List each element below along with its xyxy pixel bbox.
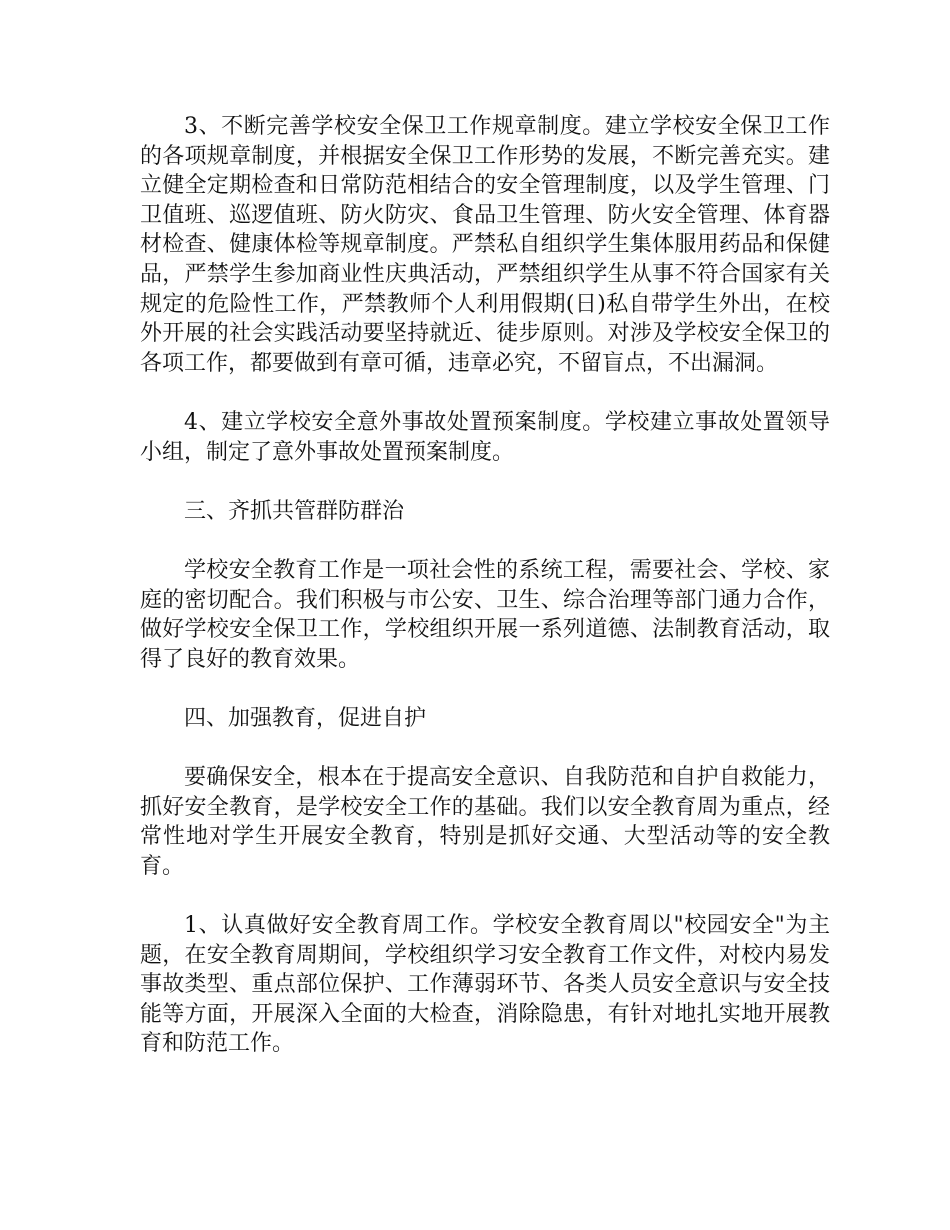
section-heading-joint-management: 三、齐抓共管群防群治 [184, 498, 405, 524]
paragraph-social-cooperation: 学校安全教育工作是一项社会性的系统工程，需要社会、学校、家庭的密切配合。我们积极与市公安、卫生、综合治理等部门通力合作，做好学校安全保卫工作，学校组织开展一系列道德、法制教育活动，取得了良好的教育效果。 [140, 557, 830, 672]
paragraph-rules-and-regulations: 3、不断完善学校安全保卫工作规章制度。建立学校安全保卫工作的各项规章制度，并根据安全保卫工作形势的发展，不断完善充实。建立健全定期检查和日常防范相结合的安全管理制度，以及学生管理、门卫值班、巡逻值班、防火防灾、食品卫生管理、防火安全管理、体育器材检查、健康体检等规章制度。严禁私自组织学生集体服用药品和保健品，严禁学生参加商业性庆典活动，严禁组织学生从事不符合国家有关规定的危险性工作，严禁教师个人利用假期(日)私自带学生外出，在校外开展的社会实践活动要坚持就近、徒步原则。对涉及学校安全保卫的各项工作，都要做到有章可循，违章必究，不留盲点，不出漏洞。 [140, 114, 830, 376]
section-heading-education-self-protection: 四、加强教育，促进自护 [184, 705, 427, 731]
paragraph-safety-awareness: 要确保安全，根本在于提高安全意识、自我防范和自护自救能力，抓好安全教育，是学校安全工作的基础。我们以安全教育周为重点，经常性地对学生开展安全教育，特别是抓好交通、大型活动等的安全教育。 [140, 765, 830, 879]
paragraph-safety-education-week: 1、认真做好安全教育周工作。学校安全教育周以"校园安全"为主题，在安全教育周期间，学校组织学习安全教育工作文件，对校内易发事故类型、重点部位保护、工作薄弱环节、各类人员安全意识与安全技能等方面，开展深入全面的大检查，消除隐患，有针对地扎实地开展教育和防范工作。 [140, 913, 830, 1057]
document-body [140, 112, 830, 1059]
paragraph-accident-contingency-plan: 4、建立学校安全意外事故处置预案制度。学校建立事故处置领导小组，制定了意外事故处置预案制度。 [140, 409, 830, 465]
